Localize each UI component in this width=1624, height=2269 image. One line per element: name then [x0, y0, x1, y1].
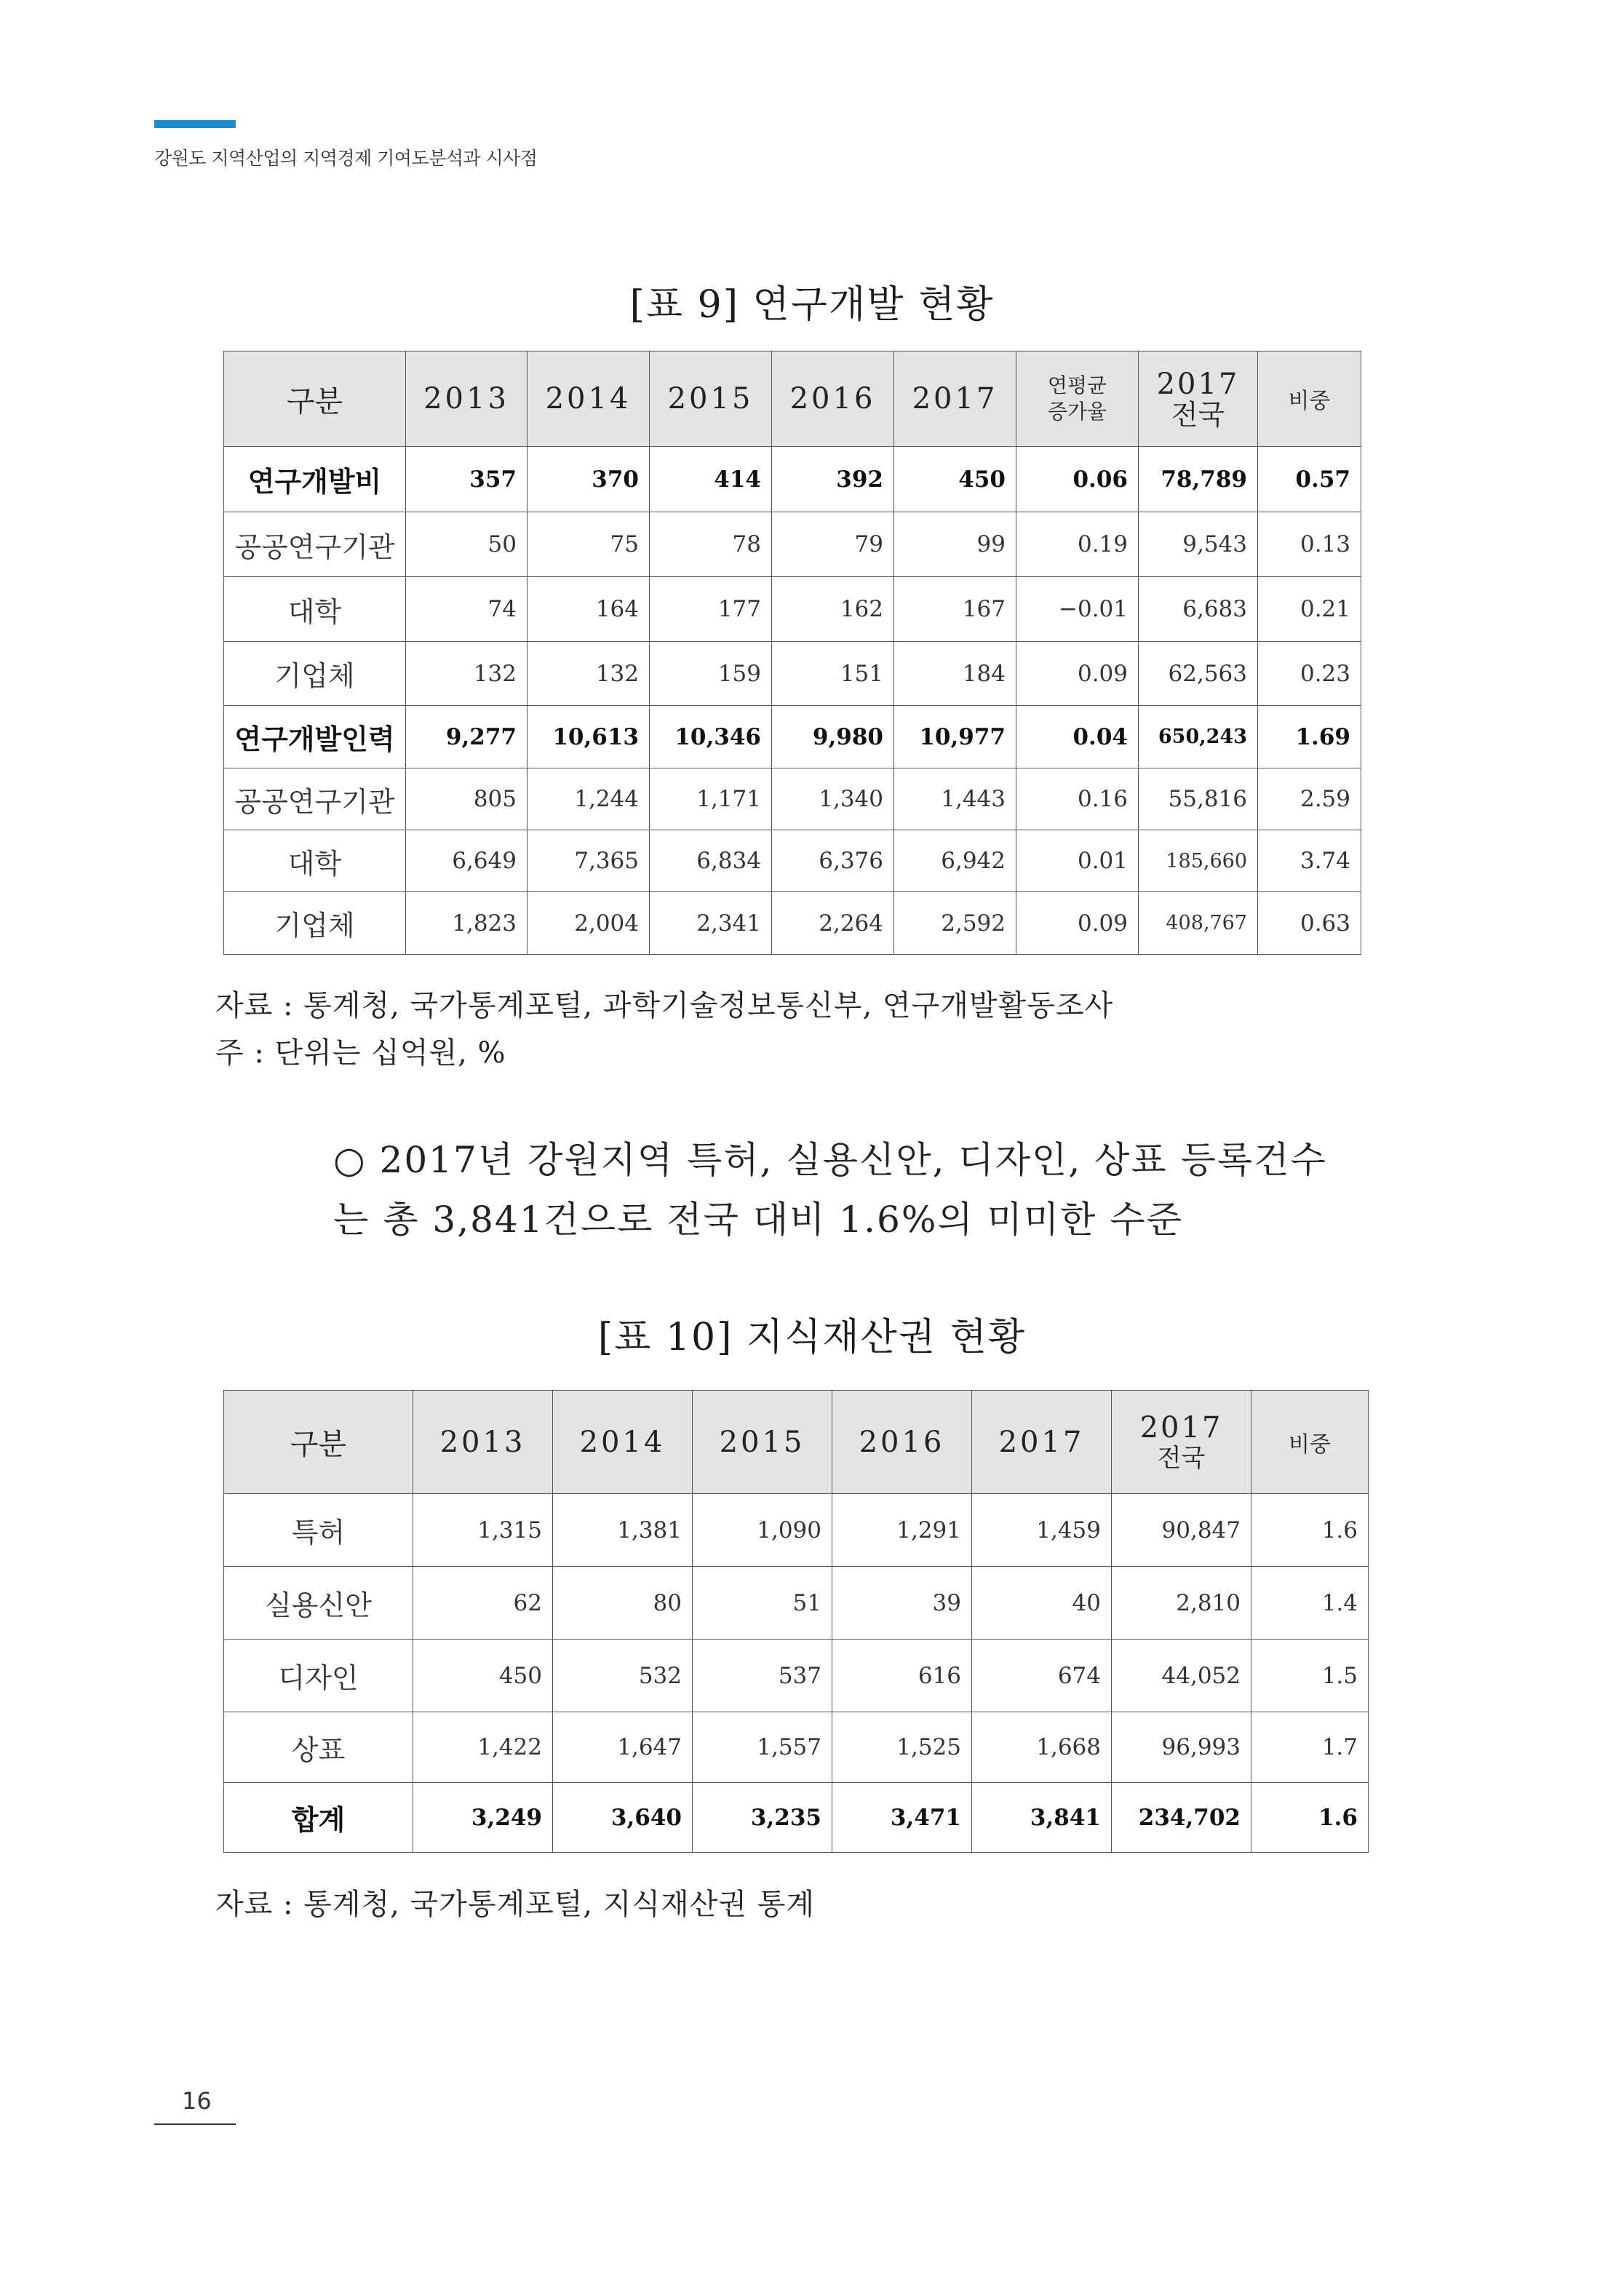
cell-value: 62 [413, 1567, 553, 1640]
cell-value: 78,789 [1139, 447, 1258, 512]
cell-value: 0.01 [1016, 830, 1139, 892]
row-label: 실용신안 [224, 1567, 413, 1640]
cell-value: 1.7 [1251, 1712, 1369, 1783]
cell-value: 159 [650, 642, 772, 706]
table9-source-note: 자료 : 통계청, 국가통계포털, 과학기술정보통신부, 연구개발활동조사 [215, 989, 1114, 1022]
table9-caption: [표 9] 연구개발 현황 [629, 283, 995, 327]
table-row [224, 447, 1361, 512]
cell-value: 0.04 [1016, 706, 1139, 768]
cell-value: 1,557 [693, 1712, 832, 1783]
cell-value: 1.6 [1251, 1783, 1369, 1853]
cell-value: 0.19 [1016, 512, 1139, 577]
row-label: 상표 [224, 1712, 413, 1783]
cell-value: 1,823 [406, 892, 528, 955]
cell-value: 3,640 [553, 1783, 693, 1853]
table10-header-row [224, 1391, 1369, 1494]
col-header-2014: 2014 [528, 351, 650, 447]
table-row [224, 1712, 1369, 1783]
cell-value: 0.57 [1258, 447, 1361, 512]
col-header-national-year: 2017 [1156, 367, 1240, 401]
cell-value: 408,767 [1139, 892, 1258, 955]
row-label: 공공연구기관 [224, 512, 406, 577]
cell-value: 3,235 [693, 1783, 832, 1853]
row-label: 연구개발비 [224, 447, 406, 512]
row-label: 대학 [224, 577, 406, 642]
table-row [224, 830, 1361, 892]
cell-value: 674 [972, 1640, 1112, 1712]
cell-value: 6,683 [1139, 577, 1258, 642]
table9-unit-note: 주 : 단위는 십억원, % [215, 1036, 506, 1070]
cell-value: 357 [406, 447, 528, 512]
cell-value: 805 [406, 768, 528, 830]
table9 [223, 351, 1361, 955]
col-header-2016: 2016 [772, 351, 894, 447]
cell-value: 6,649 [406, 830, 528, 892]
cell-value: 2,810 [1112, 1567, 1251, 1640]
cell-value: 1,090 [693, 1494, 832, 1567]
table-row [224, 642, 1361, 706]
bullet-line-1: ○ 2017년 강원지역 특허, 실용신안, 디자인, 상표 등록건수 [333, 1139, 1327, 1181]
page-number: 16 [182, 2087, 212, 2115]
cell-value: 392 [772, 447, 894, 512]
cell-value: 44,052 [1112, 1640, 1251, 1712]
col-header-2013: 2013 [413, 1391, 553, 1494]
cell-value: 234,702 [1112, 1783, 1251, 1853]
cell-value: −0.01 [1016, 577, 1139, 642]
col-header-2017: 2017 [894, 351, 1016, 447]
row-label: 대학 [224, 830, 406, 892]
col-header-share: 비중 [1258, 351, 1361, 447]
col-header-growth-line2: 증가율 [1047, 400, 1107, 424]
row-label: 디자인 [224, 1640, 413, 1712]
row-label: 기업체 [224, 642, 406, 706]
col-header-2015: 2015 [693, 1391, 832, 1494]
row-label: 특허 [224, 1494, 413, 1567]
table9-header-row [224, 351, 1361, 447]
cell-value: 616 [832, 1640, 972, 1712]
cell-value: 2,592 [894, 892, 1016, 955]
cell-value: 0.13 [1258, 512, 1361, 577]
cell-value: 164 [528, 577, 650, 642]
cell-value: 532 [553, 1640, 693, 1712]
cell-value: 96,993 [1112, 1712, 1251, 1783]
table-row [224, 892, 1361, 955]
col-header-2016: 2016 [832, 1391, 972, 1494]
col-header-national-label: 전국 [1171, 399, 1225, 431]
cell-value: 0.23 [1258, 642, 1361, 706]
cell-value: 40 [972, 1567, 1112, 1640]
cell-value: 1,443 [894, 768, 1016, 830]
cell-value: 450 [894, 447, 1016, 512]
cell-value: 39 [832, 1567, 972, 1640]
cell-value: 6,376 [772, 830, 894, 892]
cell-value: 1,459 [972, 1494, 1112, 1567]
cell-value: 132 [406, 642, 528, 706]
cell-value: 1,340 [772, 768, 894, 830]
cell-value: 450 [413, 1640, 553, 1712]
cell-value: 1.4 [1251, 1567, 1369, 1640]
col-header-share: 비중 [1251, 1391, 1369, 1494]
running-header: 강원도 지역산업의 지역경제 기여도분석과 시사점 [154, 148, 538, 169]
col-header-national-label: 전국 [1157, 1443, 1206, 1473]
cell-value: 1,291 [832, 1494, 972, 1567]
cell-value: 2.59 [1258, 768, 1361, 830]
col-header-2017-national [1139, 351, 1258, 447]
cell-value: 167 [894, 577, 1016, 642]
cell-value: 3,841 [972, 1783, 1112, 1853]
page-number-rule [154, 2123, 236, 2125]
cell-value: 370 [528, 447, 650, 512]
table-row [224, 1567, 1369, 1640]
cell-value: 0.09 [1016, 892, 1139, 955]
cell-value: 151 [772, 642, 894, 706]
cell-value: 1.5 [1251, 1640, 1369, 1712]
cell-value: 1.6 [1251, 1494, 1369, 1567]
cell-value: 90,847 [1112, 1494, 1251, 1567]
col-header-2014: 2014 [553, 1391, 693, 1494]
cell-value: 6,834 [650, 830, 772, 892]
cell-value: 537 [693, 1640, 832, 1712]
table-row [224, 512, 1361, 577]
cell-value: 55,816 [1139, 768, 1258, 830]
cell-value: 132 [528, 642, 650, 706]
cell-value: 74 [406, 577, 528, 642]
cell-value: 9,543 [1139, 512, 1258, 577]
cell-value: 10,977 [894, 706, 1016, 768]
col-header-growth-rate [1016, 351, 1139, 447]
cell-value: 9,980 [772, 706, 894, 768]
col-header-2017: 2017 [972, 1391, 1112, 1494]
cell-value: 414 [650, 447, 772, 512]
cell-value: 0.21 [1258, 577, 1361, 642]
col-header-2017-national [1112, 1391, 1251, 1494]
cell-value: 75 [528, 512, 650, 577]
cell-value: 0.09 [1016, 642, 1139, 706]
col-header-national-year: 2017 [1139, 1410, 1223, 1445]
cell-value: 177 [650, 577, 772, 642]
cell-value: 1,244 [528, 768, 650, 830]
col-header-category: 구분 [224, 351, 406, 447]
cell-value: 9,277 [406, 706, 528, 768]
cell-value: 3.74 [1258, 830, 1361, 892]
col-header-2015: 2015 [650, 351, 772, 447]
cell-value: 78 [650, 512, 772, 577]
table10 [223, 1390, 1369, 1853]
cell-value: 80 [553, 1567, 693, 1640]
table-row [224, 1783, 1369, 1853]
row-label: 기업체 [224, 892, 406, 955]
cell-value: 0.06 [1016, 447, 1139, 512]
cell-value: 1,381 [553, 1494, 693, 1567]
table-row [224, 1640, 1369, 1712]
row-label: 공공연구기관 [224, 768, 406, 830]
cell-value: 0.63 [1258, 892, 1361, 955]
cell-value: 79 [772, 512, 894, 577]
cell-value: 1,315 [413, 1494, 553, 1567]
col-header-2013: 2013 [406, 351, 528, 447]
cell-value: 7,365 [528, 830, 650, 892]
cell-value: 1,668 [972, 1712, 1112, 1783]
row-label: 합계 [224, 1783, 413, 1853]
cell-value: 0.16 [1016, 768, 1139, 830]
cell-value: 1,171 [650, 768, 772, 830]
cell-value: 2,341 [650, 892, 772, 955]
table10-source-note: 자료 : 통계청, 국가통계포털, 지식재산권 통계 [215, 1888, 815, 1921]
cell-value: 6,942 [894, 830, 1016, 892]
table-row [224, 768, 1361, 830]
cell-value: 99 [894, 512, 1016, 577]
cell-value: 10,346 [650, 706, 772, 768]
cell-value: 3,249 [413, 1783, 553, 1853]
cell-value: 162 [772, 577, 894, 642]
table-row [224, 577, 1361, 642]
cell-value: 62,563 [1139, 642, 1258, 706]
header-accent-bar [154, 120, 236, 128]
table-row [224, 1494, 1369, 1567]
table-row [224, 706, 1361, 768]
cell-value: 1.69 [1258, 706, 1361, 768]
cell-value: 2,004 [528, 892, 650, 955]
cell-value: 650,243 [1139, 706, 1258, 768]
cell-value: 1,422 [413, 1712, 553, 1783]
cell-value: 3,471 [832, 1783, 972, 1853]
cell-value: 10,613 [528, 706, 650, 768]
col-header-category: 구분 [224, 1391, 413, 1494]
cell-value: 50 [406, 512, 528, 577]
row-label: 연구개발인력 [224, 706, 406, 768]
bullet-line-2: 는 총 3,841건으로 전국 대비 1.6%의 미미한 수준 [333, 1199, 1183, 1241]
cell-value: 185,660 [1139, 830, 1258, 892]
cell-value: 2,264 [772, 892, 894, 955]
cell-value: 184 [894, 642, 1016, 706]
cell-value: 51 [693, 1567, 832, 1640]
cell-value: 1,647 [553, 1712, 693, 1783]
col-header-growth-line1: 연평균 [1047, 373, 1107, 397]
table10-caption: [표 10] 지식재산권 현황 [597, 1316, 1027, 1359]
cell-value: 1,525 [832, 1712, 972, 1783]
